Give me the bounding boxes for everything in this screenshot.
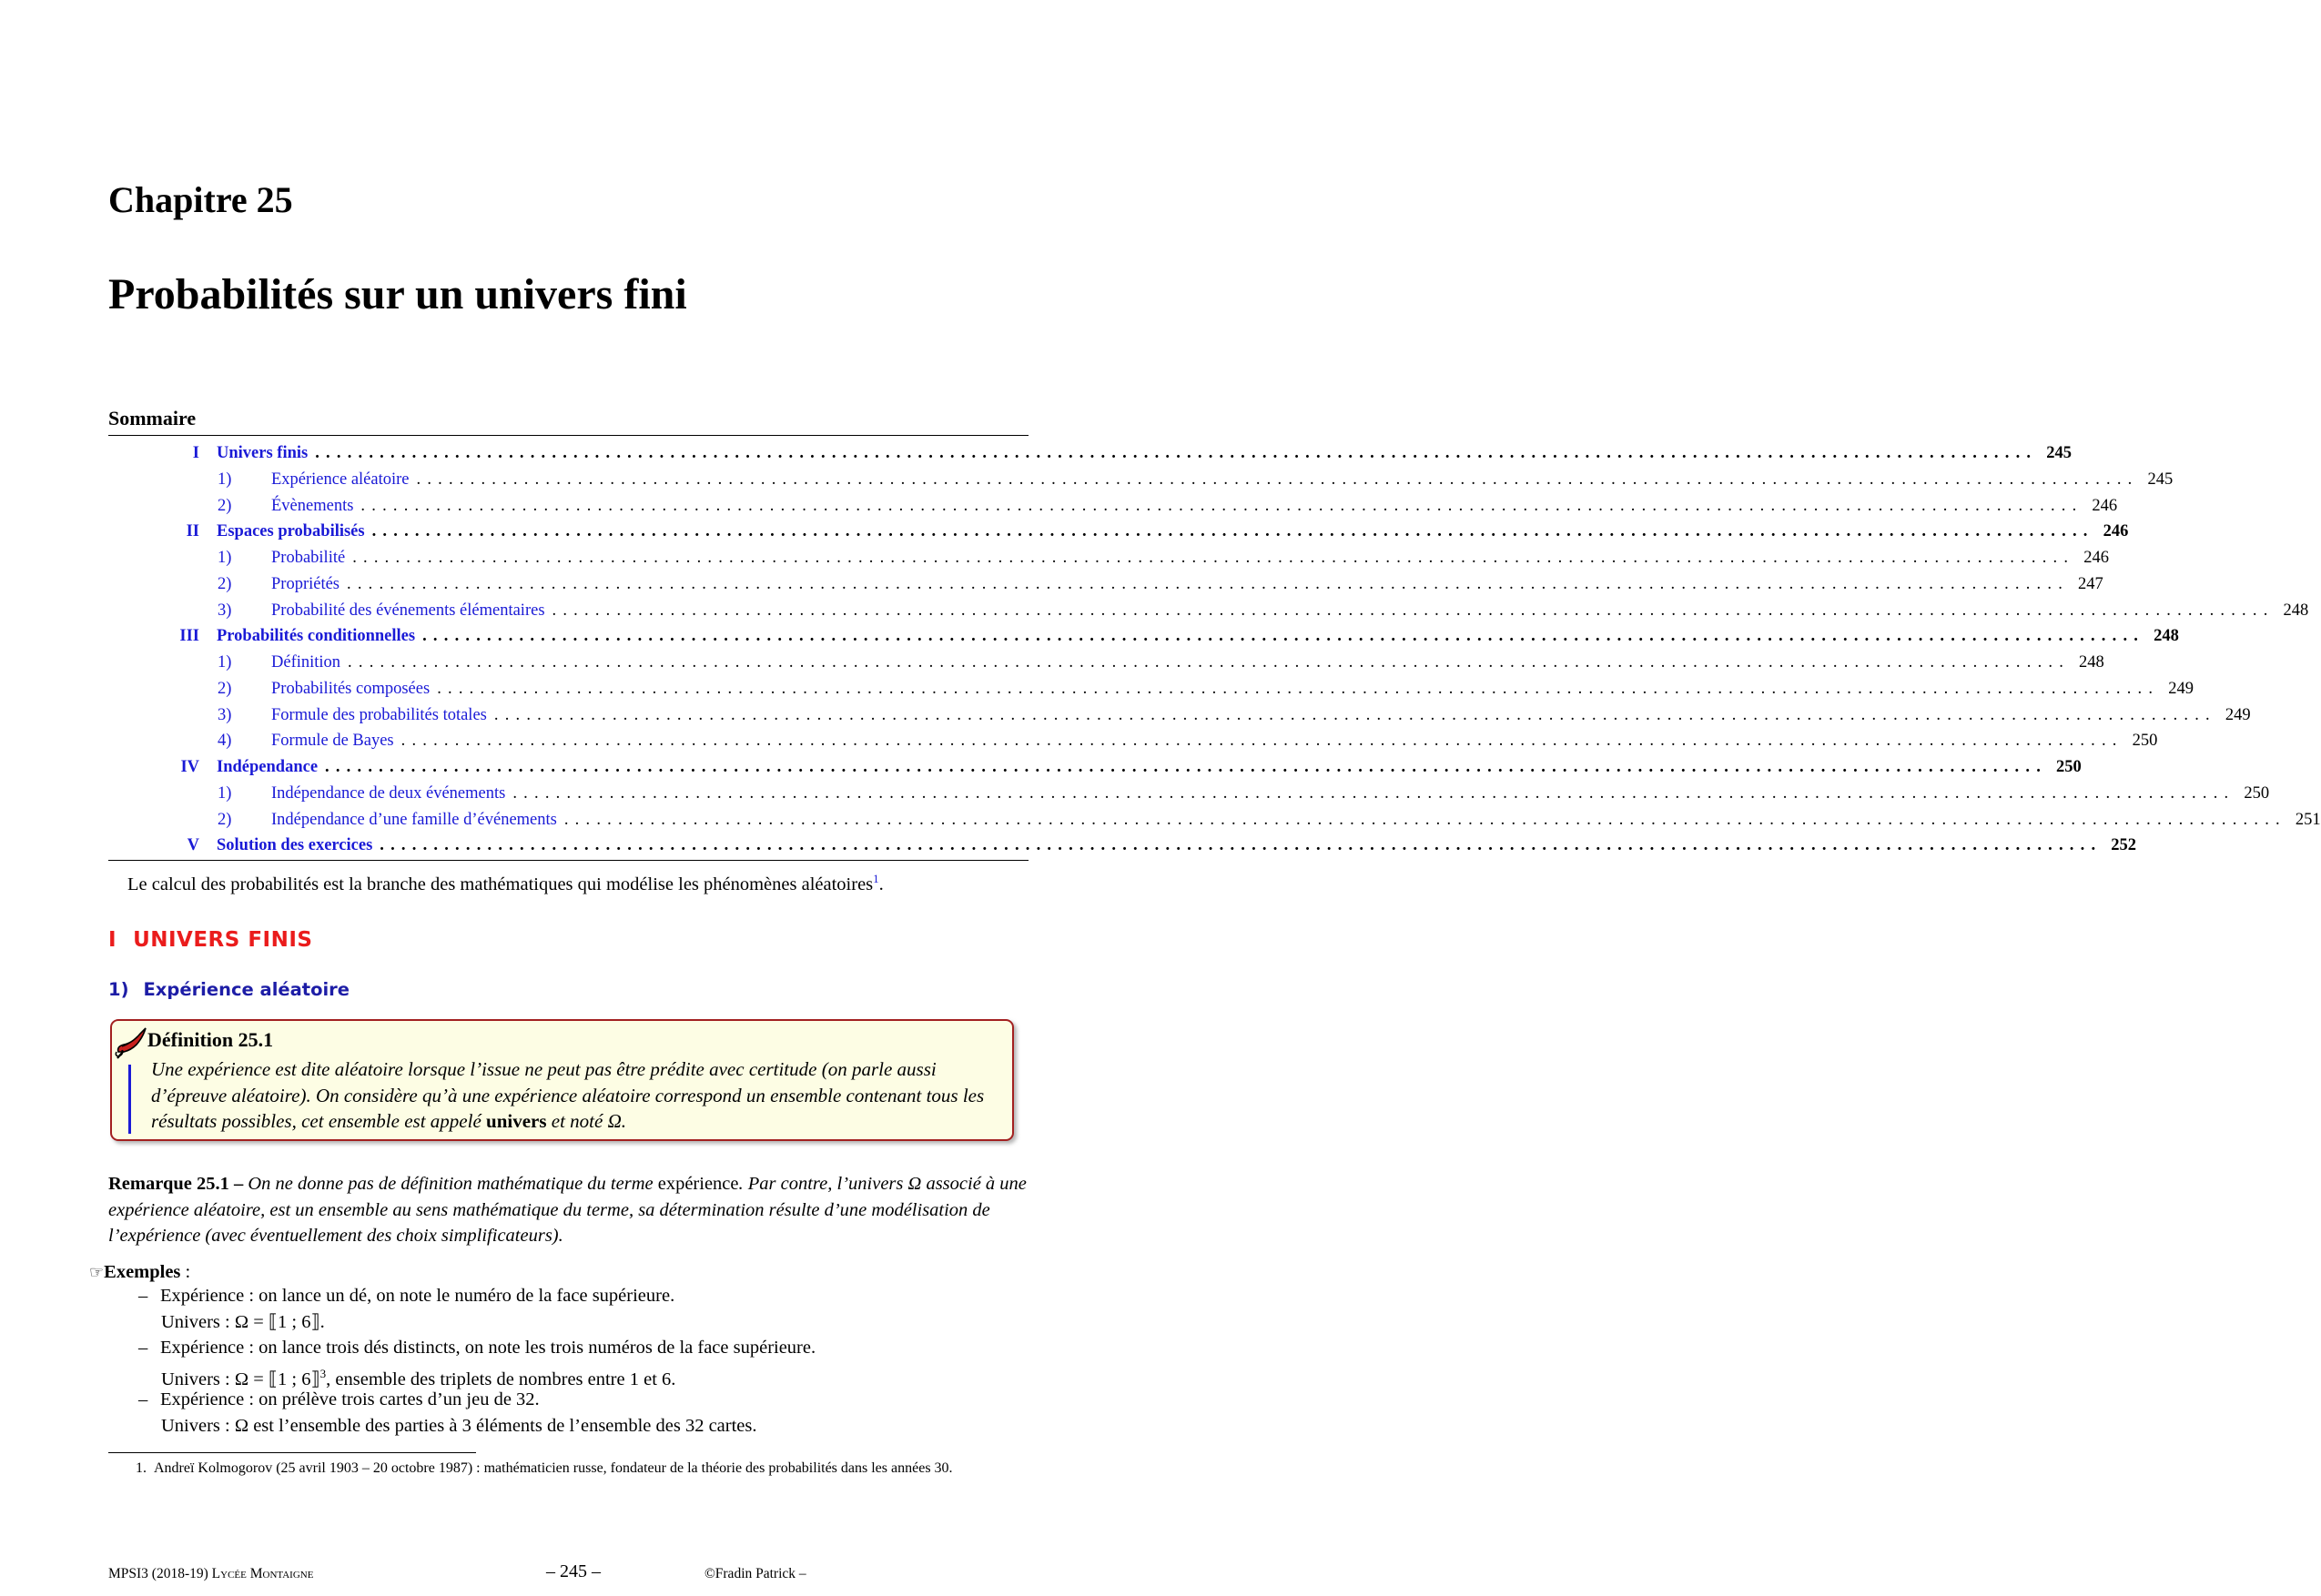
toc-entry-number: IV — [180, 758, 199, 776]
example-experience: Expérience : on lance trois dés distincts, on note les trois numéros de la face supérieure. — [160, 1338, 816, 1358]
toc-entry-page: 248 — [2154, 627, 2179, 646]
examples-label: Exemples — [104, 1262, 181, 1282]
toc-entry-link[interactable]: Indépendance de deux événements — [271, 781, 512, 807]
toc-entry[interactable]: 3) Probabilité des événements élémentaires ................................................................................................................................................................ 248 — [108, 598, 1029, 624]
remark-upright-term: expérience — [657, 1174, 739, 1194]
quill-pen-icon — [113, 1025, 149, 1061]
toc-entry-page: 250 — [2056, 758, 2082, 776]
list-dash: – — [138, 1389, 148, 1409]
toc-entry-page: 246 — [2103, 522, 2129, 541]
toc-entry-page: 250 — [2132, 732, 2158, 751]
list-item — [138, 1335, 816, 1392]
toc-entry-page: 248 — [2283, 601, 2309, 620]
toc-entry[interactable] — [108, 833, 2137, 859]
toc-entry-link[interactable]: Évènements — [271, 493, 360, 520]
example-experience: Expérience : on lance un dé, on note le numéro de la face supérieure. — [160, 1286, 675, 1306]
toc-entry-number: II — [186, 522, 199, 541]
example-universe-exponent: 3 — [319, 1366, 327, 1380]
pointing-hand-icon: ☞ — [89, 1263, 105, 1282]
footnote-rule — [108, 1452, 476, 1453]
section-title: UNIVERS FINIS — [133, 928, 313, 952]
subsection-heading — [108, 979, 350, 1000]
toc-entry-page: 251 — [2295, 810, 2321, 829]
toc-bottom-rule — [108, 860, 1029, 861]
toc-entry[interactable] — [108, 519, 2129, 545]
list-dash: – — [138, 1338, 148, 1358]
toc-entry-number: III — [179, 627, 199, 646]
toc-entry-page: 250 — [2244, 783, 2270, 803]
toc-top-rule — [108, 435, 1029, 436]
definition-title: Définition 25.1 — [147, 1028, 274, 1051]
toc-leader-dots: ................................................................................................................................................................ — [315, 444, 2038, 462]
footnote — [108, 1457, 1029, 1480]
toc-heading: Sommaire — [108, 407, 197, 429]
toc-leader-dots: ................................................................................................................................................................ — [493, 705, 2216, 724]
footer-school: Lycée Montaigne — [211, 1566, 314, 1581]
toc-leader-dots: ................................................................................................................................................................ — [422, 627, 2145, 646]
toc-entry-page: 247 — [2078, 574, 2103, 593]
toc-leader-dots: ................................................................................................................................................................ — [325, 758, 2048, 776]
toc-entry-number: I — [192, 444, 199, 462]
footer-left — [108, 1566, 313, 1582]
toc-entry-link[interactable]: Expérience aléatoire — [271, 467, 417, 493]
toc-entry[interactable]: 2) Évènements ................................................................................................................................................................ 246 — [108, 493, 1029, 520]
example-universe-a: Univers : Ω = ⟦1 ; 6⟧ — [161, 1369, 320, 1389]
chapter-label: Chapitre 25 — [108, 179, 293, 220]
toc-entry[interactable]: 1) Indépendance de deux événements ................................................................................................................................................................ 250 — [108, 781, 1029, 807]
toc-leader-dots: ................................................................................................................................................................ — [416, 470, 2139, 489]
definition-text-b: et noté Ω. — [546, 1110, 627, 1132]
toc-leader-dots: ................................................................................................................................................................ — [371, 522, 2094, 541]
definition-text-a: Une expérience est dite aléatoire lorsque l’issue ne peut pas être prédite avec certitude (on parle aussi d’épreuve aléatoire). On considère qu’à une expérience aléatoire correspond un ensemble contenant tous les résultats possibles, cet ensemble est appelé — [151, 1058, 985, 1132]
toc-entry[interactable]: 2) Propriétés ................................................................................................................................................................ 247 — [108, 571, 1029, 598]
toc-leader-dots: ................................................................................................................................................................ — [360, 496, 2083, 515]
toc-entry[interactable]: 1) Expérience aléatoire ................................................................................................................................................................ 245 — [108, 467, 1029, 493]
list-item — [138, 1283, 674, 1335]
section-number: I — [108, 928, 117, 952]
toc-entry[interactable] — [108, 623, 2179, 650]
page-number: – 245 – — [546, 1561, 601, 1581]
toc-entry[interactable]: 1) Probabilité ................................................................................................................................................................ 246 — [108, 545, 1029, 571]
example-universe: Univers : Ω est l’ensemble des parties à 3 éléments de l’ensemble des 32 cartes. — [161, 1415, 757, 1436]
toc-entry-page: 252 — [2111, 836, 2137, 855]
toc-leader-dots: ................................................................................................................................................................ — [380, 836, 2103, 855]
toc-leader-dots: ................................................................................................................................................................ — [552, 601, 2275, 620]
toc-entry-link[interactable]: Formule des probabilités totales — [271, 702, 494, 729]
subsection-title: Expérience aléatoire — [143, 979, 350, 1000]
toc-entry-link[interactable]: Univers finis — [217, 440, 315, 467]
toc-entry-page: 248 — [2079, 653, 2104, 672]
toc-entry[interactable]: 3) Formule des probabilités totales ................................................................................................................................................................ 249 — [108, 702, 1029, 729]
remark-text-a: On ne donne pas de définition mathématique du terme — [243, 1174, 658, 1194]
toc-entry-link[interactable]: Formule de Bayes — [271, 728, 401, 754]
toc-entry-link[interactable]: Indépendance — [217, 754, 325, 781]
toc-entry-link[interactable]: Probabilité des événements élémentaires — [271, 598, 552, 624]
list-dash: – — [138, 1286, 148, 1306]
intro-text: Le calcul des probabilités est la branche des mathématiques qui modélise les phénomènes aléatoires — [127, 874, 874, 894]
toc-entry-link[interactable]: Propriétés — [271, 571, 347, 598]
footnote-ref-link[interactable]: 1 — [873, 872, 879, 885]
remark-label: Remarque 25.1 – — [108, 1174, 244, 1194]
toc-entry-link[interactable]: Probabilités conditionnelles — [217, 623, 422, 650]
footer-class: MPSI3 (2018-19) — [108, 1566, 212, 1581]
intro-paragraph — [127, 872, 884, 896]
toc-leader-dots: ................................................................................................................................................................ — [352, 549, 2075, 567]
examples-colon: : — [180, 1262, 191, 1282]
remark-paragraph — [108, 1171, 1029, 1249]
toc-entry-page: 246 — [2092, 496, 2118, 515]
chapter-title: Probabilités sur un univers fini — [108, 270, 687, 318]
toc-leader-dots: ................................................................................................................................................................ — [512, 783, 2235, 803]
footnote-number: 1. — [136, 1460, 147, 1476]
toc-entry[interactable] — [108, 754, 2082, 781]
intro-end: . — [878, 874, 884, 894]
toc-entry[interactable]: 2) Probabilités composées ................................................................................................................................................................ 249 — [108, 676, 1029, 702]
toc-entry-link[interactable]: Indépendance d’une famille d’événements — [271, 807, 564, 833]
footnote-text: Andreï Kolmogorov (25 avril 1903 – 20 octobre 1987) : mathématicien russe, fondateur de la théorie des probabilités dans les années 30. — [154, 1460, 953, 1476]
toc-entry-page: 245 — [2046, 444, 2072, 462]
subsection-number: 1) — [108, 979, 129, 1000]
toc-entry[interactable]: 4) Formule de Bayes ................................................................................................................................................................ 250 — [108, 728, 1029, 754]
toc-entry-link[interactable]: Définition — [271, 650, 348, 676]
toc-entry-link[interactable]: Solution des exercices — [217, 833, 380, 859]
toc-entry-link[interactable]: Espaces probabilisés — [217, 519, 372, 545]
footer-author: ©Fradin Patrick – — [704, 1566, 806, 1581]
toc-entry[interactable] — [108, 440, 2072, 467]
toc-leader-dots: ................................................................................................................................................................ — [437, 679, 2160, 698]
examples-heading — [89, 1262, 190, 1283]
toc-leader-dots: ................................................................................................................................................................ — [400, 732, 2123, 751]
toc-leader-dots: ................................................................................................................................................................ — [347, 574, 2070, 593]
definition-bold-term: univers — [486, 1110, 547, 1132]
remark-text-b: . Par contre, l’univers Ω associé à une expérience aléatoire, est un ensemble au sens mathématique du terme, sa détermination résulte d’une modélisation de l’expérience (avec éventuellement des choix simplificateurs). — [108, 1174, 1027, 1246]
toc-entry-page: 245 — [2147, 470, 2174, 489]
toc-leader-dots: ................................................................................................................................................................ — [563, 810, 2286, 829]
toc-entry-link[interactable]: Probabilités composées — [271, 676, 437, 702]
list-item — [138, 1387, 757, 1439]
toc-entry-link[interactable]: Probabilité — [271, 545, 352, 571]
toc-leader-dots: ................................................................................................................................................................ — [348, 653, 2071, 672]
toc-entry-page: 249 — [2168, 679, 2194, 698]
toc-entry-number: V — [187, 836, 199, 855]
definition-body — [151, 1056, 1010, 1135]
table-of-contents — [108, 440, 2321, 859]
example-universe: Univers : Ω = ⟦1 ; 6⟧. — [161, 1311, 325, 1332]
toc-entry[interactable]: 2) Indépendance d’une famille d’événements ................................................................................................................................................................ 251 — [108, 807, 1029, 833]
example-universe-b: , ensemble des triplets de nombres entre 1 et 6. — [326, 1369, 676, 1389]
example-experience: Expérience : on prélève trois cartes d’un jeu de 32. — [160, 1389, 540, 1409]
section-heading — [108, 928, 312, 952]
toc-entry[interactable]: 1) Définition ................................................................................................................................................................ 248 — [108, 650, 1029, 676]
definition-side-bar — [128, 1065, 131, 1134]
toc-entry-page: 246 — [2083, 549, 2109, 567]
toc-entry-page: 249 — [2225, 705, 2251, 724]
